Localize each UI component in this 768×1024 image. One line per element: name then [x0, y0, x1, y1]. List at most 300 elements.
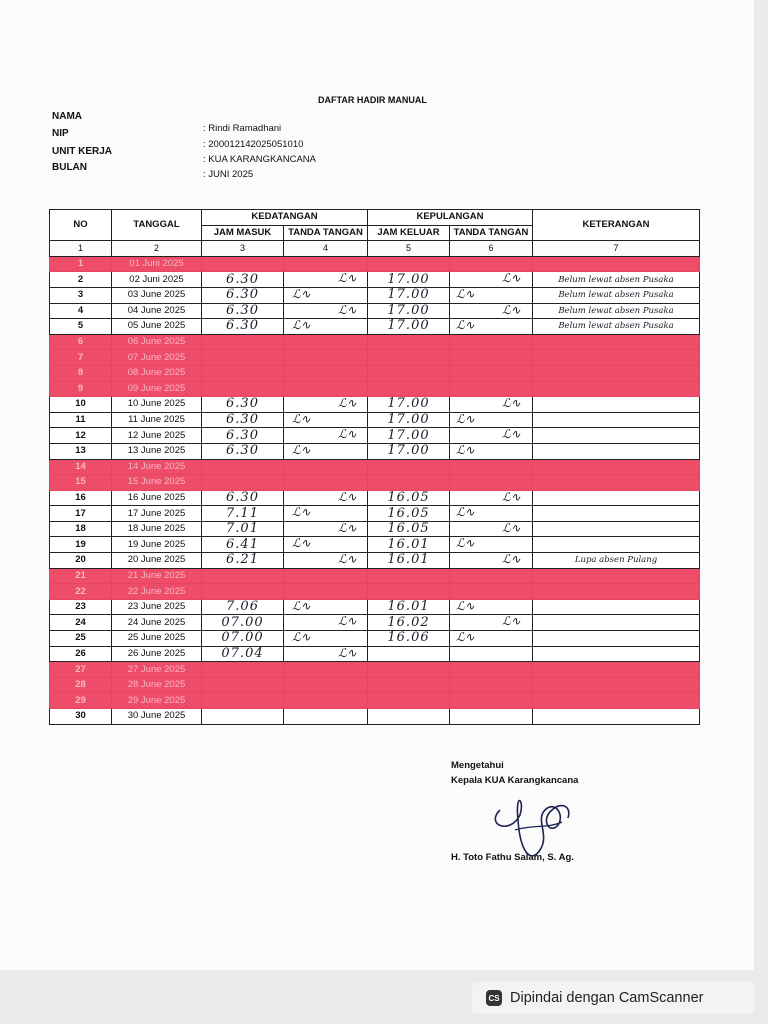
- attendance-table: [49, 209, 700, 725]
- row-date: 19 June 2025: [112, 537, 202, 553]
- initial-signature-icon: ℒ∿: [502, 303, 521, 317]
- time-in: [202, 256, 284, 272]
- header-tanda-tangan-out: TANDA TANGAN: [450, 225, 533, 241]
- row-date: 07 June 2025: [112, 350, 202, 366]
- time-out: [368, 365, 450, 381]
- row-note: [533, 256, 700, 272]
- table-row-holiday: [50, 459, 700, 475]
- signature-in-cell: [284, 256, 368, 272]
- row-date: 23 June 2025: [112, 599, 202, 615]
- time-out: [368, 475, 450, 491]
- signature-in-cell: [284, 709, 368, 725]
- time-in: 6.30: [202, 443, 284, 459]
- time-in: [202, 584, 284, 600]
- signature-out-cell: [450, 490, 533, 506]
- time-out: [368, 568, 450, 584]
- row-note: [533, 365, 700, 381]
- time-out: [368, 350, 450, 366]
- time-in: 6.41: [202, 537, 284, 553]
- time-out: [368, 677, 450, 693]
- signature-out-cell: [450, 428, 533, 444]
- label-nama: NAMA: [52, 111, 82, 122]
- table-row-holiday: [50, 584, 700, 600]
- value-month: : JUNI 2025: [203, 169, 254, 180]
- time-in: 7.11: [202, 506, 284, 522]
- initial-signature-icon: ℒ∿: [292, 443, 311, 457]
- table-row-holiday: [50, 381, 700, 397]
- initial-signature-icon: ℒ∿: [292, 318, 311, 333]
- initial-signature-icon: ℒ∿: [456, 536, 475, 551]
- time-out: [368, 459, 450, 475]
- row-date: 17 June 2025: [112, 506, 202, 522]
- signature-in-cell: [284, 662, 368, 678]
- signature-in-cell: [284, 443, 368, 459]
- time-out: 16.01: [368, 553, 450, 569]
- row-note: [533, 709, 700, 725]
- approval-position: Kepala KUA Karangkancana: [451, 775, 579, 786]
- row-note: Belum lewat absen Pusaka: [533, 287, 700, 303]
- time-in: [202, 365, 284, 381]
- row-number: 27: [50, 662, 112, 678]
- row-date: 21 June 2025: [112, 568, 202, 584]
- row-note: [533, 428, 700, 444]
- initial-signature-icon: ℒ∿: [338, 490, 357, 504]
- time-in: 6.21: [202, 553, 284, 569]
- row-number: 12: [50, 428, 112, 444]
- row-date: 06 June 2025: [112, 334, 202, 350]
- row-number: 19: [50, 537, 112, 553]
- time-in: 07.00: [202, 615, 284, 631]
- time-out: [368, 381, 450, 397]
- row-note: [533, 506, 700, 522]
- table-row-holiday: [50, 677, 700, 693]
- initial-signature-icon: ℒ∿: [456, 443, 475, 457]
- initial-signature-icon: ℒ∿: [502, 521, 521, 535]
- row-number: 10: [50, 397, 112, 413]
- value-name: : Rindi Ramadhani: [203, 123, 282, 134]
- table-row: [50, 397, 700, 413]
- signature-in-cell: [284, 428, 368, 444]
- index-cell: 6: [450, 241, 533, 257]
- table-row-holiday: [50, 334, 700, 350]
- signature-out-cell: [450, 303, 533, 319]
- row-number: 24: [50, 615, 112, 631]
- signature-out-cell: [450, 568, 533, 584]
- row-number: 28: [50, 677, 112, 693]
- table-row: [50, 428, 700, 444]
- row-date: 02 Juni 2025: [112, 272, 202, 288]
- time-out: [368, 256, 450, 272]
- table-row: [50, 443, 700, 459]
- row-note: [533, 490, 700, 506]
- signature-in-cell: [284, 677, 368, 693]
- signature-out-cell: [450, 615, 533, 631]
- row-note: [533, 381, 700, 397]
- table-row: [50, 537, 700, 553]
- initial-signature-icon: ℒ∿: [502, 490, 521, 504]
- time-in: [202, 350, 284, 366]
- row-note: [533, 459, 700, 475]
- signature-in-cell: [284, 693, 368, 709]
- table-row: [50, 599, 700, 615]
- initial-signature-icon: ℒ∿: [292, 599, 311, 613]
- row-note: [533, 412, 700, 428]
- signature-in-cell: [284, 303, 368, 319]
- signature-out-cell: [450, 662, 533, 678]
- row-note: [533, 599, 700, 615]
- row-note: [533, 475, 700, 491]
- initial-signature-icon: ℒ∿: [456, 599, 475, 613]
- time-out: 17.00: [368, 287, 450, 303]
- row-number: 7: [50, 350, 112, 366]
- signature-out-cell: [450, 521, 533, 537]
- row-note: [533, 443, 700, 459]
- row-number: 2: [50, 272, 112, 288]
- row-date: 20 June 2025: [112, 553, 202, 569]
- time-out: 17.00: [368, 303, 450, 319]
- initial-signature-icon: ℒ∿: [338, 427, 357, 442]
- signature-in-cell: [284, 631, 368, 647]
- signature-out-cell: [450, 506, 533, 522]
- index-cell: 7: [533, 241, 700, 257]
- time-in: [202, 475, 284, 491]
- time-in: 6.30: [202, 412, 284, 428]
- row-date: 03 June 2025: [112, 287, 202, 303]
- initial-signature-icon: ℒ∿: [456, 630, 475, 645]
- signature-out-cell: [450, 350, 533, 366]
- label-unit-kerja: UNIT KERJA: [52, 146, 113, 157]
- row-date: 27 June 2025: [112, 662, 202, 678]
- header-kepulangan: KEPULANGAN: [368, 210, 533, 226]
- signature-out-cell: [450, 693, 533, 709]
- table-row: [50, 631, 700, 647]
- row-date: 08 June 2025: [112, 365, 202, 381]
- row-note: [533, 615, 700, 631]
- row-date: 05 June 2025: [112, 319, 202, 335]
- row-number: 8: [50, 365, 112, 381]
- label-nip: NIP: [52, 128, 69, 139]
- row-note: [533, 631, 700, 647]
- time-out: 17.00: [368, 443, 450, 459]
- row-number: 5: [50, 319, 112, 335]
- row-number: 16: [50, 490, 112, 506]
- row-number: 20: [50, 553, 112, 569]
- table-row-holiday: [50, 693, 700, 709]
- header-jam-masuk: JAM MASUK: [202, 225, 284, 241]
- time-in: 7.01: [202, 521, 284, 537]
- row-date: 30 June 2025: [112, 709, 202, 725]
- row-number: 17: [50, 506, 112, 522]
- row-date: 22 June 2025: [112, 584, 202, 600]
- table-row-holiday: [50, 475, 700, 491]
- time-in: 07.00: [202, 631, 284, 647]
- time-in: 07.04: [202, 646, 284, 662]
- initial-signature-icon: ℒ∿: [292, 536, 311, 551]
- approval-known-by: Mengetahui: [451, 760, 504, 771]
- row-date: 18 June 2025: [112, 521, 202, 537]
- row-date: 01 Juni 2025: [112, 256, 202, 272]
- initial-signature-icon: ℒ∿: [292, 630, 311, 645]
- row-number: 22: [50, 584, 112, 600]
- time-in: 6.30: [202, 287, 284, 303]
- signature-in-cell: [284, 553, 368, 569]
- row-date: 13 June 2025: [112, 443, 202, 459]
- initial-signature-icon: ℒ∿: [502, 271, 521, 286]
- time-out: [368, 646, 450, 662]
- time-out: [368, 584, 450, 600]
- row-number: 4: [50, 303, 112, 319]
- time-out: [368, 662, 450, 678]
- signature-in-cell: [284, 506, 368, 522]
- time-out: [368, 334, 450, 350]
- header-jam-keluar: JAM KELUAR: [368, 225, 450, 241]
- row-date: 10 June 2025: [112, 397, 202, 413]
- label-bulan: BULAN: [52, 162, 87, 173]
- signature-in-cell: [284, 646, 368, 662]
- row-date: 25 June 2025: [112, 631, 202, 647]
- camscanner-watermark: [472, 982, 754, 1014]
- time-in: [202, 568, 284, 584]
- row-note: [533, 568, 700, 584]
- initial-signature-icon: ℒ∿: [338, 521, 357, 535]
- table-row-holiday: [50, 256, 700, 272]
- signature-out-cell: [450, 475, 533, 491]
- row-number: 25: [50, 631, 112, 647]
- time-out: 17.00: [368, 428, 450, 444]
- table-row-holiday: [50, 350, 700, 366]
- index-cell: 1: [50, 241, 112, 257]
- row-note: [533, 584, 700, 600]
- header-tanda-tangan-in: TANDA TANGAN: [284, 225, 368, 241]
- row-date: 11 June 2025: [112, 412, 202, 428]
- initial-signature-icon: ℒ∿: [456, 505, 475, 520]
- header-tanggal: TANGGAL: [112, 210, 202, 241]
- signature-in-cell: [284, 272, 368, 288]
- time-in: [202, 381, 284, 397]
- row-number: 11: [50, 412, 112, 428]
- signature-in-cell: [284, 521, 368, 537]
- signature-in-cell: [284, 381, 368, 397]
- row-number: 3: [50, 287, 112, 303]
- initial-signature-icon: ℒ∿: [456, 287, 475, 301]
- table-row: [50, 490, 700, 506]
- index-cell: 5: [368, 241, 450, 257]
- time-in: [202, 334, 284, 350]
- initial-signature-icon: ℒ∿: [502, 427, 521, 442]
- table-row-holiday: [50, 662, 700, 678]
- row-number: 13: [50, 443, 112, 459]
- time-out: 16.05: [368, 490, 450, 506]
- signature-in-cell: [284, 459, 368, 475]
- signature-out-cell: [450, 334, 533, 350]
- time-in: [202, 709, 284, 725]
- index-cell: 4: [284, 241, 368, 257]
- row-number: 29: [50, 693, 112, 709]
- approval-name: H. Toto Fathu Salam, S. Ag.: [451, 852, 574, 863]
- table-row: [50, 412, 700, 428]
- initial-signature-icon: ℒ∿: [338, 646, 357, 660]
- time-out: 17.00: [368, 412, 450, 428]
- signature-in-cell: [284, 350, 368, 366]
- row-note: [533, 397, 700, 413]
- time-in: [202, 662, 284, 678]
- signature-in-cell: [284, 599, 368, 615]
- time-out: 16.05: [368, 521, 450, 537]
- row-number: 6: [50, 334, 112, 350]
- signature-out-cell: [450, 365, 533, 381]
- table-row: [50, 521, 700, 537]
- table-row: [50, 553, 700, 569]
- table-row: [50, 646, 700, 662]
- table-row-holiday: [50, 568, 700, 584]
- signature-in-cell: [284, 568, 368, 584]
- signature-out-cell: [450, 256, 533, 272]
- signature-in-cell: [284, 334, 368, 350]
- signature-out-cell: [450, 537, 533, 553]
- row-note: [533, 677, 700, 693]
- time-in: [202, 693, 284, 709]
- time-out: 16.01: [368, 537, 450, 553]
- signature-out-cell: [450, 709, 533, 725]
- time-out: [368, 709, 450, 725]
- header-kedatangan: KEDATANGAN: [202, 210, 368, 226]
- row-note: [533, 537, 700, 553]
- time-out: [368, 693, 450, 709]
- row-note: [533, 693, 700, 709]
- time-in: 6.30: [202, 490, 284, 506]
- initial-signature-icon: ℒ∿: [456, 318, 475, 333]
- signature-in-cell: [284, 287, 368, 303]
- row-note: [533, 662, 700, 678]
- value-unit: : KUA KARANGKANCANA: [203, 154, 316, 165]
- row-note: [533, 334, 700, 350]
- initial-signature-icon: ℒ∿: [338, 396, 357, 411]
- time-out: 17.00: [368, 397, 450, 413]
- signature-out-cell: [450, 319, 533, 335]
- row-note: [533, 521, 700, 537]
- row-note: Belum lewat absen Pusaka: [533, 272, 700, 288]
- row-date: 14 June 2025: [112, 459, 202, 475]
- time-in: [202, 677, 284, 693]
- row-note: Belum lewat absen Pusaka: [533, 303, 700, 319]
- initial-signature-icon: ℒ∿: [292, 412, 311, 426]
- row-note: [533, 646, 700, 662]
- signature-out-cell: [450, 646, 533, 662]
- time-out: 17.00: [368, 319, 450, 335]
- time-out: 16.05: [368, 506, 450, 522]
- signature-in-cell: [284, 397, 368, 413]
- signature-in-cell: [284, 615, 368, 631]
- signature-out-cell: [450, 412, 533, 428]
- signature-in-cell: [284, 475, 368, 491]
- row-date: 28 June 2025: [112, 677, 202, 693]
- time-out: 17.00: [368, 272, 450, 288]
- table-row: [50, 272, 700, 288]
- signature-in-cell: [284, 365, 368, 381]
- time-out: 16.01: [368, 599, 450, 615]
- row-date: 16 June 2025: [112, 490, 202, 506]
- signature-out-cell: [450, 381, 533, 397]
- time-in: 7.06: [202, 599, 284, 615]
- signature-out-cell: [450, 677, 533, 693]
- table-row: [50, 303, 700, 319]
- row-date: 29 June 2025: [112, 693, 202, 709]
- row-date: 09 June 2025: [112, 381, 202, 397]
- signature-in-cell: [284, 319, 368, 335]
- initial-signature-icon: ℒ∿: [338, 271, 357, 286]
- column-index-row: [50, 241, 700, 257]
- initial-signature-icon: ℒ∿: [456, 412, 475, 426]
- row-number: 30: [50, 709, 112, 725]
- row-date: 04 June 2025: [112, 303, 202, 319]
- table-row: [50, 506, 700, 522]
- table-row: [50, 319, 700, 335]
- table-row: [50, 615, 700, 631]
- row-number: 1: [50, 256, 112, 272]
- time-in: 6.30: [202, 428, 284, 444]
- signature-out-cell: [450, 584, 533, 600]
- signature-out-cell: [450, 287, 533, 303]
- table-row: [50, 287, 700, 303]
- row-date: 12 June 2025: [112, 428, 202, 444]
- initial-signature-icon: ℒ∿: [502, 552, 521, 567]
- initial-signature-icon: ℒ∿: [338, 552, 357, 567]
- time-in: [202, 459, 284, 475]
- table-row-holiday: [50, 365, 700, 381]
- header-keterangan: KETERANGAN: [533, 210, 700, 241]
- row-note: Belum lewat absen Pusaka: [533, 319, 700, 335]
- signature-out-cell: [450, 631, 533, 647]
- row-date: 15 June 2025: [112, 475, 202, 491]
- time-out: 16.02: [368, 615, 450, 631]
- signature-out-cell: [450, 553, 533, 569]
- signature-out-cell: [450, 272, 533, 288]
- row-date: 26 June 2025: [112, 646, 202, 662]
- row-number: 9: [50, 381, 112, 397]
- row-number: 18: [50, 521, 112, 537]
- time-in: 6.30: [202, 397, 284, 413]
- row-number: 14: [50, 459, 112, 475]
- row-date: 24 June 2025: [112, 615, 202, 631]
- row-number: 15: [50, 475, 112, 491]
- initial-signature-icon: ℒ∿: [338, 614, 357, 629]
- row-number: 26: [50, 646, 112, 662]
- signature-in-cell: [284, 490, 368, 506]
- initial-signature-icon: ℒ∿: [502, 614, 521, 629]
- signature-in-cell: [284, 537, 368, 553]
- row-note: [533, 350, 700, 366]
- initial-signature-icon: ℒ∿: [338, 303, 357, 317]
- time-in: 6.30: [202, 303, 284, 319]
- header-no: NO: [50, 210, 112, 241]
- table-row: [50, 709, 700, 725]
- row-note: Lupa absen Pulang: [533, 553, 700, 569]
- initial-signature-icon: ℒ∿: [292, 287, 311, 301]
- index-cell: 3: [202, 241, 284, 257]
- document-title: DAFTAR HADIR MANUAL: [318, 95, 427, 105]
- time-in: 6.30: [202, 272, 284, 288]
- row-number: 21: [50, 568, 112, 584]
- signature-out-cell: [450, 459, 533, 475]
- value-nip: : 200012142025051010: [203, 139, 304, 150]
- signature-image: [480, 780, 590, 870]
- initial-signature-icon: ℒ∿: [292, 505, 311, 520]
- initial-signature-icon: ℒ∿: [502, 396, 521, 411]
- time-out: 16.06: [368, 631, 450, 647]
- time-in: 6.30: [202, 319, 284, 335]
- camscanner-logo-icon: CS: [486, 990, 502, 1006]
- row-number: 23: [50, 599, 112, 615]
